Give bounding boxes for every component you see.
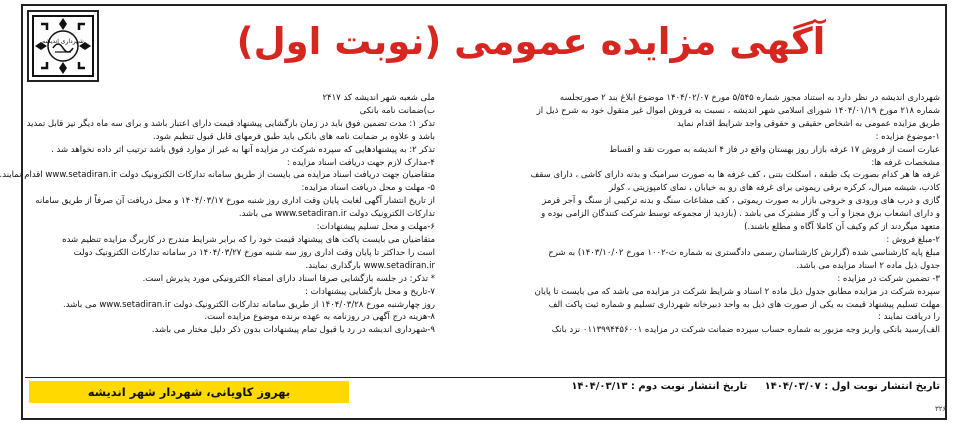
notice-line: باشد و علاوه بر ضمانت نامه های بانکی باید طبق فرمهای قابل قبول تنظیم شود. (153, 131, 435, 142)
notice-line: روز چهارشنبه مورخ ۱۴۰۴/۰۳/۲۸ از طریق سامانه تدارکات الکترونیک دولت www.setadiran.ir می باشد. (63, 299, 435, 310)
notice-line: مبلغ پایه کارشناسی شده (گزارش کارشناسان رسمی دادگستری به شماره ث-۱۰۰۲ مورخ ۱۴۰۳/۱۰/۰۲) به شرح (548, 247, 940, 258)
first-publication-date: تاریخ انتشار نوبت اول : ۱۴۰۴/۰۳/۰۷ (764, 381, 940, 392)
left-text-column (0, 92, 435, 337)
notice-line: گازی و درب های ورودی و خروجی بازار به صورت ریموتی ، کف مشاعات سنگ و بدنه ترکیبی از سنگ و آجر قرمز (542, 196, 940, 207)
notice-line: ۵- مهلت و محل دریافت اسناد مزایده: (301, 183, 435, 194)
notice-line: تذکر ۲: به پیشنهادهایی که سپرده شرکت در مزایده آنها به غیر از موارد فوق باشد ترتیب اثر داده نخواهد شد . (51, 144, 435, 155)
notice-line: ۲-مبلغ فروش : (886, 234, 940, 245)
notice-line: ۳- تضمین شرکت در مزایده : (837, 273, 940, 284)
notice-line: از تاریخ انتشار آگهی لغایت پایان وقت اداری روز شنبه مورخ ۱۴۰۴/۰۳/۱۷ و محل دریافت آن صرفاً از طریق سامانه (35, 196, 435, 207)
notice-line: ۸-هزینه درج آگهی در روزنامه به عهده برنده موضوع مزایده است. (204, 312, 435, 323)
andisheh-municipality-logo (27, 10, 99, 82)
notice-line: تدارکات الکترونیک دولت www.setadiran.ir می باشد. (238, 209, 435, 220)
notice-line: ۶-مهلت و محل تسلیم پیشنهادات: (316, 222, 435, 233)
page-number: ۳۲۶ (935, 405, 947, 413)
notice-line: است را حداکثر تا پایان وقت اداری روز سه شنبه مورخ ۱۴۰۴/۰۳/۲۷ در سامانه تدارکات الکترونیک دولت (73, 247, 435, 258)
notice-line: متقاضیان می بایست پاکت های پیشنهاد قیمت خود را که برابر شرایط مندرج در کاربرگ مزایده تنظیم شده (62, 234, 435, 245)
footer-divider (25, 377, 947, 378)
notice-line: ۱-موضوع مزایده : (875, 131, 940, 142)
notice-line: جدول ذیل ماده ۲ اسناد مزایده می باشد. (796, 260, 940, 271)
notice-line: ب)ضمانت نامه بانکی (359, 105, 435, 116)
publication-dates (440, 381, 940, 392)
notice-line: ۹-شهرداری اندیشه در رد یا قبول تمام پیشنهادات بدون ذکر دلیل مختار می باشد. (151, 325, 435, 336)
right-text-column (430, 92, 940, 337)
notice-line: شهرداری اندیشه در نظر دارد به استناد مجوز شماره ۵/۵۴۵ مورخ ۱۴۰۴/۰۲/۰۷ موضوع ابلاغ بند ۲ صورتجلسه (559, 93, 940, 103)
notice-line: طریق مزایده عمومی به اشخاص حقیقی و حقوقی واجد شرایط اقدام نماید (677, 118, 940, 129)
notice-line: * تذکر: در جلسه بازگشایی صرفا اسناد دارای امضاء الکترونیکی مورد پذیرش است. (142, 273, 435, 284)
notice-line: و دارای انشعاب برق مجزا و آب و گاز مشترک می باشد . (بازدید از مجموعه توسط شرکت کنندگان الزامی بوده و (541, 209, 940, 220)
notice-line: متعهد میگردند از کم وکیف آن کاملا آگاه و مطلع باشند.) (744, 222, 940, 233)
notice-line: سپرده شرکت در مزایده مطابق جدول ذیل ماده ۲ اسناد و شرایط شرکت در مزایده می باشد که می بایست تا پایان (534, 286, 940, 297)
notice-line: را دریافت نمایند : (878, 312, 940, 323)
notice-line: www.setadiran.ir بارگذاری نمایند. (305, 260, 435, 271)
notice-line: ۷-تاریخ و محل بازگشایی پیشنهادات : (305, 286, 435, 297)
logo-emblem-icon (31, 14, 95, 78)
notice-line: غرفه ها هر کدام بصورت یک طبقه ، اسکلت بتنی ، کف غرفه ها به صورت سرامیک و بدنه دارای کاشی ، دارای سقف (530, 170, 940, 181)
notice-line: عبارت است از فروش ۱۷ غرفه بازار روز بهستان واقع در فاز ۴ اندیشه به صورت نقد و اقساط (609, 144, 940, 155)
mayor-signature: بهروز کاویانی، شهردار شهر اندیشه (29, 381, 349, 403)
notice-line: مهلت تسلیم پیشنهاد قیمت به یکی از صورت های ذیل به واحد دبیرخانه شهرداری تسلیم و شماره ثبت پاکت الف (548, 299, 940, 310)
logo-caption: شهرداری اندیشه (42, 38, 84, 45)
notice-line: شماره ۲۱۸ مورخ ۱۴۰۴/۰۱/۱۹ شورای اسلامی شهر اندیشه ، نسبت به فروش اموال غیر منقول خود به شرح ذیل از (536, 105, 940, 116)
notice-line: الف)رسید بانکی واریز وجه مزبور به شماره حساب سپرده ضمانت شرکت در مزایده ۰۱۱۳۹۹۴۴۵۶۰۰۱ نزد بانک (551, 325, 940, 336)
notice-line: ملی شعبه شهر اندیشه کد ۲۴۱۷ (322, 93, 435, 103)
notice-title: آگهی مزایده عمومی (نوبت اول) (236, 20, 826, 63)
second-publication-date: تاریخ انتشار نوبت دوم : ۱۴۰۴/۰۳/۱۳ (571, 381, 748, 392)
notice-line: تذکر ۱: مدت تضمین فوق باید در زمان بازگشایی پیشنهاد قیمت دارای اعتبار باشد و برای سه ماه دیگر نیز قابل تمدید (26, 118, 435, 129)
notice-line: مشخصات غرفه ها: (871, 157, 940, 168)
notice-line: کاذب، شیشه میرال، کرکره برقی ریموتی برای غرفه های رو به خیابان ، نمای کامپوزیتی ، کولر (609, 183, 940, 194)
notice-line: متقاضیان جهت دریافت اسناد مزایده می بایست از طریق سامانه تدارکات الکترونیک دولت www.setadiran.ir اقدام نمایند. (0, 170, 435, 181)
notice-line: ۴-مدارک لازم جهت دریافت اسناد مزایده : (286, 157, 435, 168)
